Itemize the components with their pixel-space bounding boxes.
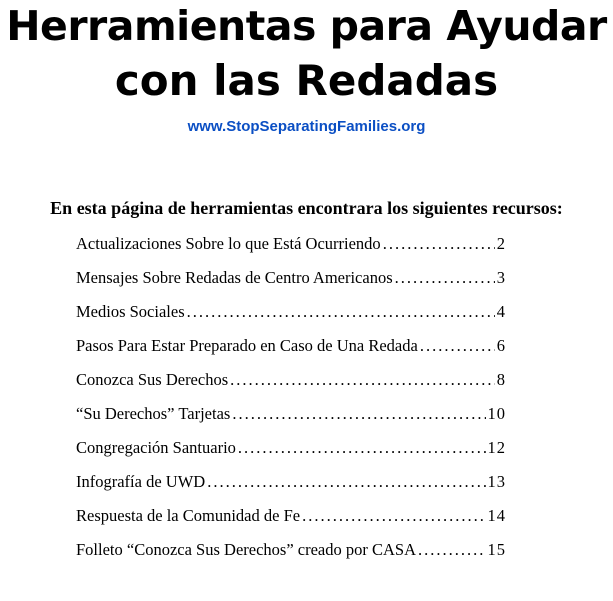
- toc-item-page: 4: [496, 302, 506, 321]
- toc-item-page: 2: [496, 234, 506, 253]
- toc-item: [76, 234, 506, 268]
- toc-item-label: Mensajes Sobre Redadas de Centro Americanos: [76, 268, 393, 287]
- table-of-contents: [76, 234, 506, 574]
- toc-leader-dots: [302, 506, 485, 526]
- toc-item-label: Pasos Para Estar Preparado en Caso de Una Redada: [76, 336, 418, 355]
- toc-item: [76, 506, 506, 540]
- toc-item-page: 12: [487, 438, 506, 457]
- toc-item: [76, 336, 506, 370]
- toc-leader-dots: [395, 268, 495, 288]
- toc-leader-dots: [230, 370, 495, 390]
- toc-leader-dots: [383, 234, 495, 254]
- title-line-2: con las Redadas: [114, 56, 499, 105]
- toc-item: [76, 472, 506, 506]
- toc-item-page: 6: [496, 336, 506, 355]
- toc-item-page: 3: [496, 268, 506, 287]
- toc-leader-dots: [238, 438, 486, 458]
- toc-item-label: Respuesta de la Comunidad de Fe: [76, 506, 301, 525]
- toc-item-label: Congregación Santuario: [76, 438, 236, 457]
- toc-item-page: 13: [487, 472, 506, 491]
- toc-leader-dots: [232, 404, 485, 424]
- title-line-1: Herramientas para Ayudar: [6, 2, 607, 50]
- toc-leader-dots: [187, 302, 495, 322]
- toc-item-page: 15: [487, 540, 506, 559]
- toc-item: [76, 438, 506, 472]
- toc-item-label: “Su Derechos” Tarjetas: [76, 404, 231, 423]
- toc-leader-dots: [207, 472, 485, 492]
- toc-item: [76, 404, 506, 438]
- toc-item-page: 10: [487, 404, 506, 423]
- toc-item-label: Conozca Sus Derechos: [76, 370, 229, 389]
- toc-item-page: 8: [496, 370, 506, 389]
- toc-leader-dots: [420, 336, 495, 356]
- toc-item: [76, 370, 506, 404]
- toc-item: [76, 540, 506, 574]
- website-link[interactable]: www.StopSeparatingFamilies.org: [187, 118, 426, 135]
- toc-item: [76, 302, 506, 336]
- intro-text: En esta página de herramientas encontrara los siguientes recursos:: [50, 198, 563, 218]
- toc-item-label: Infografía de UWD: [76, 472, 206, 491]
- toc-item-page: 14: [487, 506, 506, 525]
- toc-item-label: Actualizaciones Sobre lo que Está Ocurriendo: [76, 234, 381, 253]
- toc-item-label: Folleto “Conozca Sus Derechos” creado por CASA: [76, 540, 416, 559]
- toc-item: [76, 268, 506, 302]
- toc-item-label: Medios Sociales: [76, 302, 185, 321]
- toc-leader-dots: [418, 540, 486, 560]
